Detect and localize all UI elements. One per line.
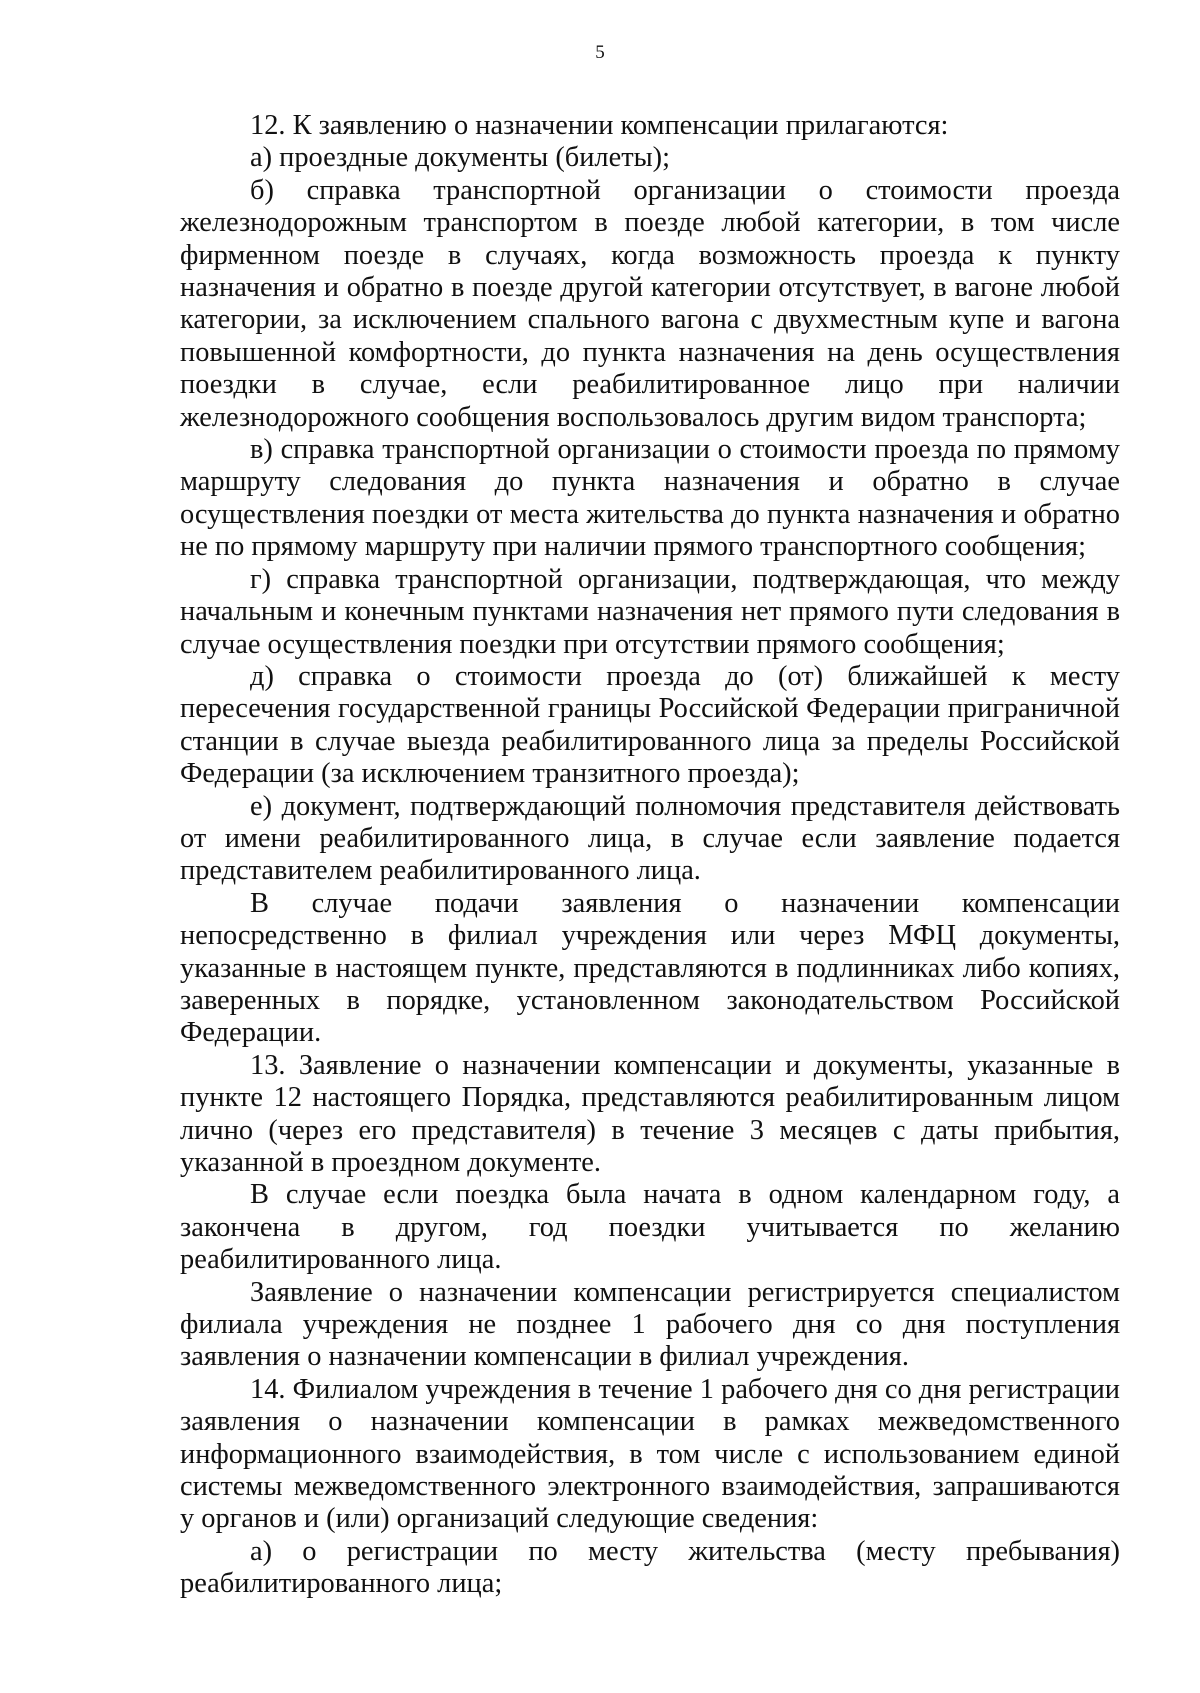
page-number: 5	[595, 42, 605, 63]
paragraph-12-v: в) справка транспортной организации о стоимости проезда по прямому маршруту следования до пункта назначения и обратно в случае осуществления поездки от места жительства до пункта назначения и обратно не по прямому маршруту при наличии прямого транспортного сообщения;	[180, 434, 1120, 563]
paragraph-14-a: а) о регистрации по месту жительства (месту пребывания) реабилитированного лица;	[180, 1535, 1120, 1600]
paragraph-12-originals: В случае подачи заявления о назначении компенсации непосредственно в филиал учреждения или через МФЦ документы, указанные в настоящем пункте, представляются в подлинниках либо копиях, заверенных в порядке, установленном законодательством Российской Федерации.	[180, 887, 1120, 1049]
paragraph-12-b: б) справка транспортной организации о стоимости проезда железнодорожным транспортом в поезде любой категории, в том числе фирменном поезде в случаях, когда возможность проезда к пункту назначения и обратно в поезде другой категории отсутствует, в вагоне любой категории, за исключением спального вагона с двухместным купе и вагона повышенной комфортности, до пункта назначения на день осуществления поездки в случае, если реабилитированное лицо при наличии железнодорожного сообщения воспользовалось другим видом транспорта;	[180, 174, 1120, 433]
paragraph-13-registration: Заявление о назначении компенсации регистрируется специалистом филиала учреждения не позднее 1 рабочего дня со дня поступления заявления о назначении компенсации в филиал учреждения.	[180, 1276, 1120, 1373]
paragraph-12-intro: 12. К заявлению о назначении компенсации прилагаются:	[250, 110, 949, 141]
paragraph-12-a: а) проездные документы (билеты);	[250, 142, 671, 174]
document-body	[180, 110, 1120, 1601]
paragraph-13-year: В случае если поездка была начата в одном календарном году, а закончена в другом, год поездки учитывается по желанию реабилитированного лица.	[180, 1179, 1120, 1276]
paragraph-12-e: е) документ, подтверждающий полномочия представителя действовать от имени реабилитированного лица, в случае если заявление подается представителем реабилитированного лица.	[180, 790, 1120, 887]
paragraph-13: 13. Заявление о назначении компенсации и документы, указанные в пункте 12 настоящего Порядка, представляются реабилитированным лицом лично (через его представителя) в течение 3 месяцев с даты прибытия, указанной в проездном документе.	[180, 1049, 1120, 1178]
paragraph-12-g: г) справка транспортной организации, подтверждающая, что между начальным и конечным пунктами назначения нет прямого пути следования в случае осуществления поездки при отсутствии прямого сообщения;	[180, 563, 1120, 660]
paragraph-14: 14. Филиалом учреждения в течение 1 рабочего дня со дня регистрации заявления о назначении компенсации в рамках межведомственного информационного взаимодействия, в том числе с использованием единой системы межведомственного электронного взаимодействия, запрашиваются у органов и (или) организаций следующие сведения:	[180, 1373, 1120, 1535]
paragraph-12-d: д) справка о стоимости проезда до (от) ближайшей к месту пересечения государственной границы Российской Федерации приграничной станции в случае выезда реабилитированного лица за пределы Российской Федерации (за исключением транзитного проезда);	[180, 660, 1120, 790]
